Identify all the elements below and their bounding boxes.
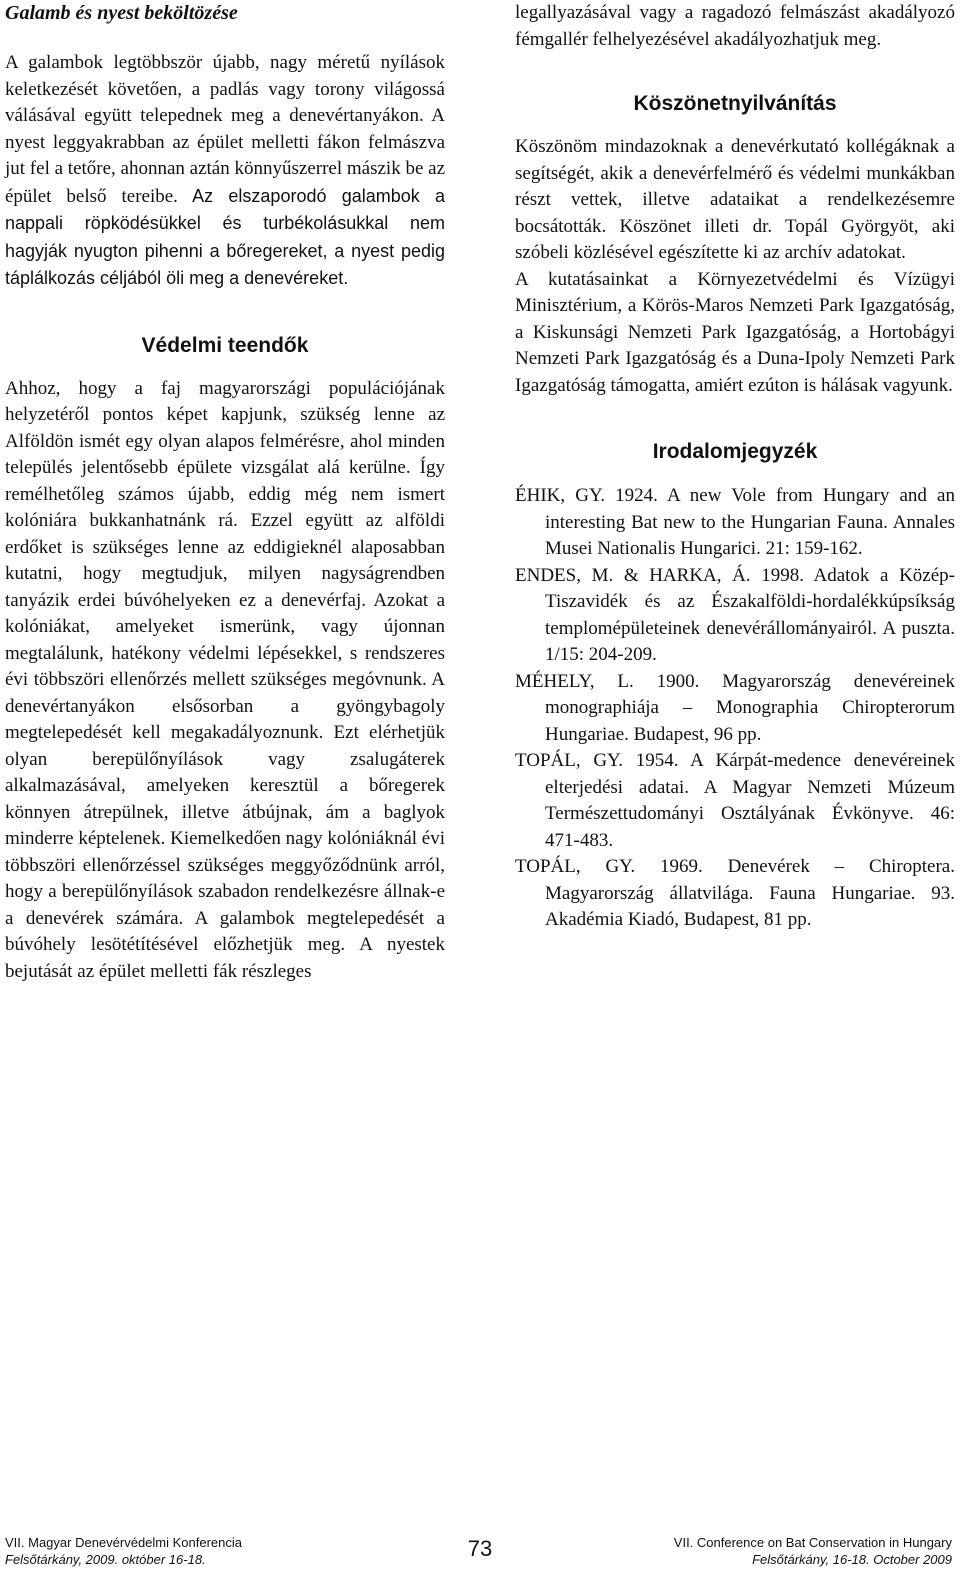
page-number: 73 [467, 1536, 493, 1561]
spacer [515, 117, 955, 134]
footer-conference-hu: VII. Magyar Denevérvédelmi Konferencia [5, 1535, 243, 1550]
reference-item [515, 669, 955, 749]
paragraph-pigeon-marten-sans: Az elszaporodó galambok a nappali röpködésükkel és turbékolásukkal nem hagyják nyugton pihenni a bőregereket, a nyest pedig táplálkozás céljából öli meg a denevéreket. [5, 185, 445, 288]
reference-authors: TOPÁL, GY. [515, 750, 624, 771]
spacer [515, 465, 955, 483]
reference-text: 1924. A new Vole from Hungary and an interesting Bat new to the Hungarian Fauna. Annales Musei Nationalis Hungarici. 21: 159-162. [545, 485, 955, 559]
section-title-pigeon-marten: Galamb és nyest beköltözése [5, 2, 238, 24]
paragraph-acknowledgement-1: Köszönöm mindazoknak a denevérkutató kollégáknak a segítségét, akik a denevérfelmérő és védelmi munkákban részt vettek, illetve adataikat a rendelkezésemre bocsátották. Köszönet illeti dr. Topál Györgyöt, aki szóbeli közlésével egészítette ki az archív adatokat. [515, 136, 955, 263]
paragraph-pigeon-marten [5, 50, 445, 293]
reference-text: 1900. Magyarország denevéreinek monographiája – Monographia Chiropterorum Hungariae. Budapest, 96 pp. [545, 670, 955, 745]
reference-authors: TOPÁL, GY. [515, 856, 636, 877]
spacer [515, 399, 955, 439]
page-footer [0, 1530, 960, 1570]
spacer [515, 53, 955, 91]
paragraph-pigeon-marten-serif: A galambok legtöbbször újabb, nagy méretű nyílások keletkezését követően, a padlás vagy torony világossá válásával együtt telepednek meg a denevértanyákon. A nyest leggyakrabban az épület melletti fákon felmászva jut fel a tetőre, ahonnan aztán könnyűszerrel mászik be az épület belső tereibe. [5, 52, 445, 207]
reference-list [515, 483, 955, 934]
reference-authors: ENDES, M. & HARKA, Á. [515, 564, 751, 586]
footer-conference-en: VII. Conference on Bat Conservation in Hungary [673, 1535, 952, 1550]
left-column [5, 0, 445, 985]
heading-protection: Védelmi teendők [141, 333, 309, 357]
reference-text: 1969. Denevérek – Chiroptera. Magyarország állatvilága. Fauna Hungariae. 93. Akadémia Kiadó, Budapest, 81 pp. [545, 856, 955, 930]
reference-text: 1954. A Kárpát-medence denevéreinek elterjedési adatai. A Magyar Nemzeti Múzeum Természettudományi Osztályának Évkönyve. 46: 471-483. [545, 750, 955, 851]
paragraph-acknowledgement-2: A kutatásainkat a Környezetvédelmi és Vízügyi Minisztérium, a Körös-Maros Nemzeti Park Igazgatóság, a Kiskunsági Nemzeti Park Igazgatóság, a Hortobágyi Nemzeti Park Igazgatóság és a Duna-Ipoly Nemzeti Park Igazgatóság támogatta, amiért ezúton is hálásak vagyunk. [515, 268, 955, 396]
footer-right [674, 1534, 952, 1568]
reference-authors: ÉHIK, GY. [515, 485, 605, 506]
footer-date-en: Felsőtárkány, 16-18. October 2009 [752, 1552, 952, 1567]
footer-date-hu: Felsőtárkány, 2009. október 16-18. [5, 1552, 206, 1567]
spacer [5, 359, 445, 376]
paragraph-continued: legallyazásával vagy a ragadozó felmászást akadályozó fémgallér felhelyezésével akadályozhatjuk meg. [515, 2, 955, 50]
reference-text: 1998. Adatok a Közép-Tiszavidék és az Északalföldi-hordalékkúpsíkság templomépületeinek denevérállományairól. A puszta. 1/15: 204-209. [545, 564, 955, 665]
reference-item [515, 563, 955, 669]
reference-item [515, 748, 955, 854]
reference-item [515, 483, 955, 563]
paragraph-protection: Ahhoz, hogy a faj magyarországi populációjának helyzetéről pontos képet kapjunk, szükség lenne az Alföldön ismét egy olyan alapos felmérésre, ahol minden település jelentősebb épülete vizsgálat alá kerülne. Így remélhetőleg számos újabb, eddig még nem ismert kolóniára bukkanhatnánk rá. Ezzel együtt az alföldi erdőket is szükséges lenne az eddigieknél alaposabban kutatni, hogy megtudjuk, milyen nagyságrendben tanyázik erdei búvóhelyeken ez a denevérfaj. Azokat a kolóniákat, amelyeket ismerünk, vagy újonnan megtalálunk, hatékony védelmi lépésekkel, s rendszeres évi többszöri ellenőrzés mellett szükséges megóvnunk. A denevértanyákon elsősorban a gyöngybagoly megtelepedését kell megakadályoznunk. Ezt elérhetjük olyan berepülőnyílások vagy zsalugáterek alkalmazásával, amelyeken keresztül a bőregerek könnyen átrepülnek, illetve átbújnak, ám a baglyok minderre képtelenek. Kiemelkedően nagy kolóniáknál évi többszöri ellenőrzéssel szükséges meggyőződnünk arról, hogy a berepülőnyílások szabadon rendelkezésre állnak-e a denevérek számára. A galambok megtelepedését a búvóhely lesötétítésével előzhetjük meg. A nyestek bejutását az épület melletti fák részleges [5, 377, 446, 982]
reference-item [515, 854, 955, 934]
spacer [5, 293, 445, 333]
reference-authors: MÉHELY, L. [515, 670, 634, 692]
heading-acknowledgements: Köszönetnyilvánítás [633, 92, 837, 115]
right-column [515, 0, 955, 934]
heading-references: Irodalomjegyzék [652, 440, 818, 463]
